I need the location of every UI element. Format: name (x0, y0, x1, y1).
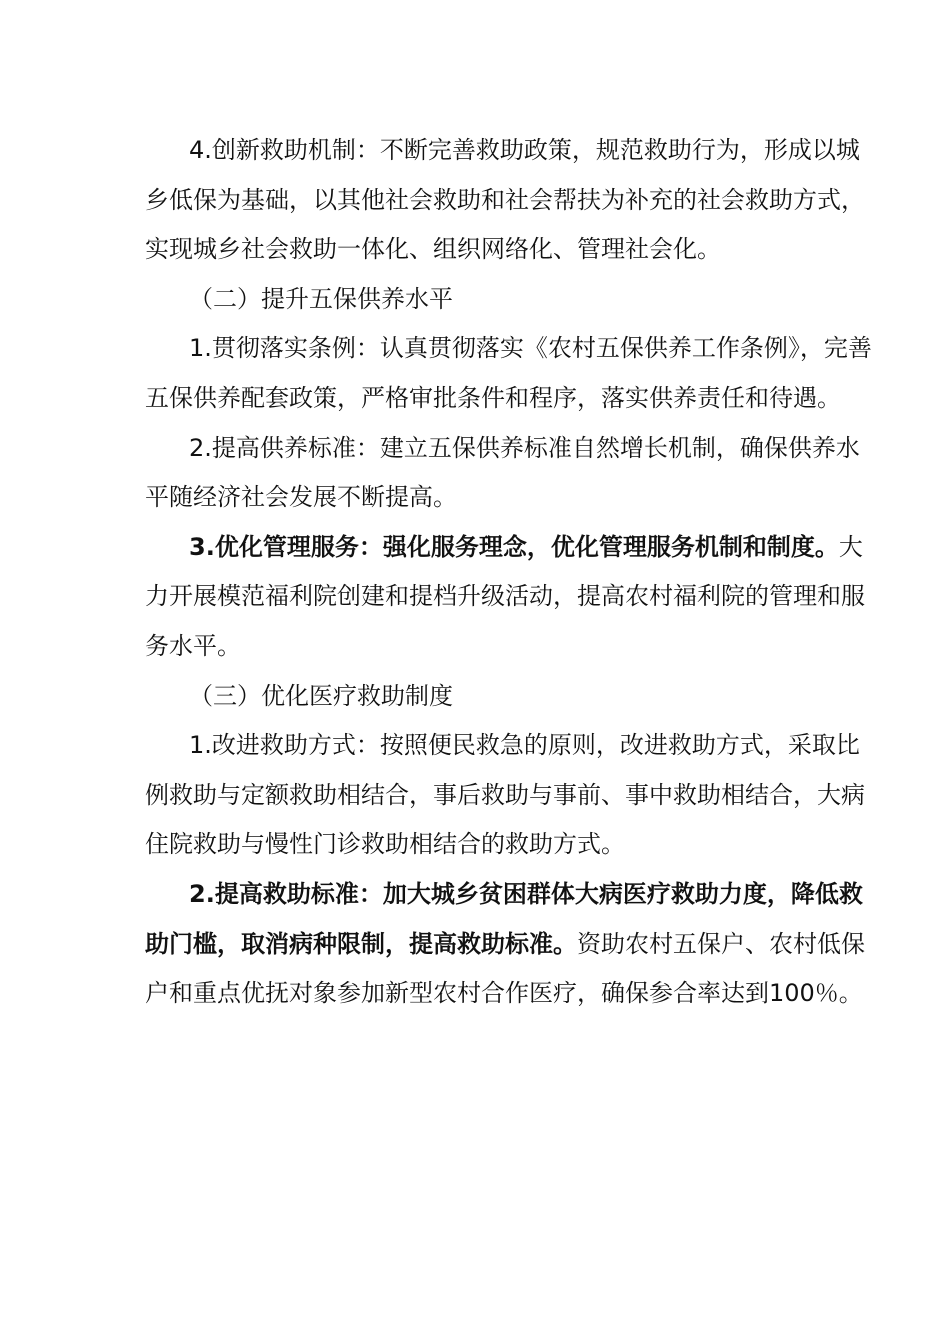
section-heading-medical (145, 672, 835, 722)
paragraph-text: 1.贯彻落实条例：认真贯彻落实《农村五保供养工作条例》，完善五保供养配套政策，严格审批条件和程序，落实供养责任和待遇。 (145, 334, 872, 412)
paragraph-text: 资助农村五保户、农村低保户和重点优抚对象参加新型农村合作医疗，确保参合率达到100％。 (145, 929, 865, 1008)
paragraph-raise-support-standard (145, 424, 880, 523)
paragraph-improve-assistance-method (145, 721, 880, 870)
paragraph-bold-lead: 2.提高救助标准：加大城乡贫困群体大病医疗救助力度，降低救助门槛，取消病种限制，提高救助标准。 (145, 879, 863, 958)
paragraph-innovate-mechanism (145, 126, 880, 275)
heading-text: （三）优化医疗救助制度 (189, 681, 453, 710)
paragraph-text: 4.创新救助机制：不断完善救助政策，规范救助行为，形成以城乡低保为基础，以其他社会救助和社会帮扶为补充的社会救助方式，实现城乡社会救助一体化、组织网络化、管理社会化。 (145, 136, 865, 264)
heading-text: （二）提升五保供养水平 (189, 284, 453, 313)
section-heading-wubao (145, 275, 835, 325)
paragraph-raise-assistance-standard (145, 870, 880, 1019)
paragraph-text: 2.提高供养标准：建立五保供养标准自然增长机制，确保供养水平随经济社会发展不断提高。 (145, 433, 860, 512)
document-body (145, 126, 872, 1019)
paragraph-implement-regulations (145, 324, 880, 423)
paragraph-optimize-management (145, 523, 880, 672)
paragraph-text: 大力开展模范福利院创建和提档升级活动，提高农村福利院的管理和服务水平。 (145, 532, 865, 660)
paragraph-text: 1.改进救助方式：按照便民救急的原则，改进救助方式，采取比例救助与定额救助相结合，事后救助与事前、事中救助相结合，大病住院救助与慢性门诊救助相结合的救助方式。 (145, 731, 865, 859)
paragraph-bold-lead: 3.优化管理服务：强化服务理念，优化管理服务机制和制度。 (189, 532, 839, 561)
